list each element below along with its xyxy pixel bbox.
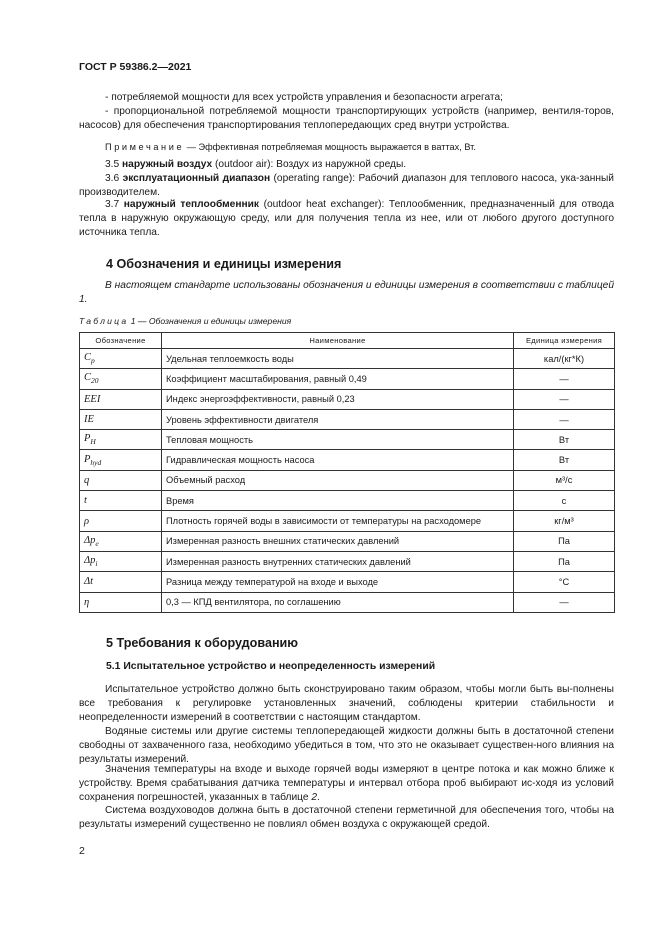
table-caption <box>79 316 291 326</box>
symbol-cell <box>80 551 162 571</box>
table-body <box>80 349 615 613</box>
name-cell: Удельная теплоемкость воды <box>162 349 514 369</box>
symbol: P <box>84 453 91 465</box>
name-cell: Время <box>162 491 514 511</box>
paragraph <box>79 763 614 805</box>
unit-cell: Па <box>514 551 615 571</box>
symbol-cell <box>80 531 162 551</box>
paragraph-text: Значения температуры на входе и выходе горячей воды измеряют в центре потока и как можно ближе к устройству. Время срабатывания датчика температуры и интервал отбора проб выбирают ис-ходя из условий сохранения погрешностей, указанных в таблице <box>79 764 614 803</box>
symbol-cell <box>80 572 162 592</box>
definition-3-7 <box>79 198 614 240</box>
name-cell: Измеренная разность внутренних статических давлений <box>162 551 514 571</box>
name-cell: Коэффициент масштабирования, равный 0,49 <box>162 369 514 389</box>
table-caption-text: 1 — Обозначения и единицы измерения <box>128 316 292 326</box>
table-row <box>80 349 615 369</box>
unit-cell: °С <box>514 572 615 592</box>
symbol-cell <box>80 470 162 490</box>
symbol-cell <box>80 450 162 470</box>
table-row <box>80 389 615 409</box>
symbol: Δt <box>84 576 94 588</box>
subsection-5-1-title: 5.1 Испытательное устройство и неопределенность измерений <box>106 661 436 672</box>
table-row <box>80 551 615 571</box>
table-row <box>80 572 615 592</box>
symbol-subscript: i <box>95 559 98 569</box>
symbol-subscript: e <box>95 538 99 548</box>
symbol-subscript: p <box>91 356 95 366</box>
symbol-subscript: 20 <box>91 376 99 386</box>
definition-term: наружный воздух <box>122 159 213 170</box>
table-row <box>80 592 615 612</box>
table-row <box>80 470 615 490</box>
definition-text: (operating range): Рабочий диапазон для теплового насоса, ука-занный производителем. <box>79 173 614 198</box>
table-row <box>80 491 615 511</box>
symbol-cell <box>80 349 162 369</box>
bullet-item: - потребляемой мощности для всех устройств управления и безопасности агрегата; <box>105 92 503 103</box>
document-code: ГОСТ Р 59386.2—2021 <box>79 61 192 73</box>
column-header: Обозначение <box>80 333 162 349</box>
definition-3-5 <box>79 158 614 172</box>
name-cell: 0,3 — КПД вентилятора, по соглашению <box>162 592 514 612</box>
unit-cell: Вт <box>514 430 615 450</box>
symbol: q <box>84 474 90 486</box>
symbol: Δp <box>84 534 96 546</box>
symbol: IE <box>84 414 94 426</box>
paragraph: Испытательное устройство должно быть сконструировано таким образом, чтобы могли быть вы-полнены все требования к регулировке установленных значений, соблюдены критерии стабильности и неопределенности измерений в соответствии с настоящим стандартом. <box>79 684 614 723</box>
unit-cell: м³/с <box>514 470 615 490</box>
symbol-subscript: H <box>90 437 96 447</box>
definition-number: 3.6 <box>105 173 123 184</box>
symbol-cell <box>80 389 162 409</box>
symbol-subscript: hyd <box>90 457 102 467</box>
symbol: P <box>84 433 91 445</box>
name-cell: Плотность горячей воды в зависимости от температуры на расходомере <box>162 511 514 531</box>
table-row <box>80 409 615 429</box>
name-cell: Уровень эффективности двигателя <box>162 409 514 429</box>
unit-cell: кг/м³ <box>514 511 615 531</box>
unit-cell: с <box>514 491 615 511</box>
unit-cell: — <box>514 369 615 389</box>
symbol: ρ <box>84 515 90 527</box>
definition-number: 3.5 <box>105 159 122 170</box>
table-caption-label: Таблица <box>79 316 129 326</box>
table-row <box>80 369 615 389</box>
section-4-title: 4 Обозначения и единицы измерения <box>106 257 342 271</box>
table-row <box>80 430 615 450</box>
column-header: Наименование <box>162 333 514 349</box>
symbol: η <box>84 596 90 608</box>
definition-term: наружный теплообменник <box>123 199 259 210</box>
unit-cell: Па <box>514 531 615 551</box>
symbol-cell <box>80 409 162 429</box>
symbol: t <box>84 495 87 507</box>
symbol: C <box>84 372 92 384</box>
page-number: 2 <box>79 845 85 857</box>
definition-term: эксплуатационный диапазон <box>122 173 271 184</box>
unit-cell: — <box>514 409 615 429</box>
section-4-intro: В настоящем стандарте использованы обозначения и единицы измерения в соответствии с таблицей 1. <box>79 280 614 305</box>
definition-text: (outdoor air): Воздух из наружной среды. <box>212 159 407 170</box>
unit-cell: Вт <box>514 450 615 470</box>
symbol: C <box>84 352 92 364</box>
symbol-cell <box>80 592 162 612</box>
name-cell: Измеренная разность внешних статических давлений <box>162 531 514 551</box>
note-label: Примечание <box>105 142 185 152</box>
name-cell: Разница между температурой на входе и выходе <box>162 572 514 592</box>
symbol-cell <box>80 491 162 511</box>
definition-3-6 <box>79 172 614 200</box>
definition-number: 3.7 <box>105 199 124 210</box>
symbol-cell <box>80 369 162 389</box>
symbol: EEI <box>84 393 101 405</box>
symbol-cell <box>80 430 162 450</box>
note <box>79 140 614 154</box>
symbols-table <box>79 332 615 613</box>
section-5-title: 5 Требования к оборудованию <box>106 636 299 650</box>
unit-cell: — <box>514 389 615 409</box>
unit-cell: кал/(кг*К) <box>514 349 615 369</box>
name-cell: Гидравлическая мощность насоса <box>162 450 514 470</box>
symbol: Δp <box>84 555 96 567</box>
unit-cell: — <box>514 592 615 612</box>
table-row <box>80 531 615 551</box>
definition-text: (outdoor heat exchanger): Теплообменник, предназначенный для отвода тепла в наружную окружающую среду, или для получения тепла из нее, или от любого другого доступного источника тепла. <box>79 199 614 238</box>
symbol-cell <box>80 511 162 531</box>
table-header-row <box>80 333 615 349</box>
paragraph: Система воздуховодов должна быть в достаточной степени герметичной для обеспечения того, чтобы на результаты измерений существенно не повлиял обмен воздуха с окружающей средой. <box>79 805 614 830</box>
column-header: Единица измерения <box>514 333 615 349</box>
table-row <box>80 450 615 470</box>
paragraph: Водяные системы или другие системы теплопередающей жидкости должны быть в достаточной степени свободны от захваченного газа, необходимо убедиться в том, что это не оказывает существен-ного влияния на результаты измерений. <box>79 726 614 765</box>
table-reference: 2 <box>311 792 318 803</box>
name-cell: Объемный расход <box>162 470 514 490</box>
note-text: — Эффективная потребляемая мощность выражается в ваттах, Вт. <box>184 142 476 152</box>
name-cell: Индекс энергоэффективности, равный 0,23 <box>162 389 514 409</box>
table-row <box>80 511 615 531</box>
name-cell: Тепловая мощность <box>162 430 514 450</box>
paragraph-text-end: . <box>317 792 320 803</box>
bullet-item: - пропорциональной потребляемой мощности транспортирующих устройств (например, вентиля-торов, насосов) для обеспечения транспортирования теплопередающих сред внутри устройства. <box>79 106 614 131</box>
